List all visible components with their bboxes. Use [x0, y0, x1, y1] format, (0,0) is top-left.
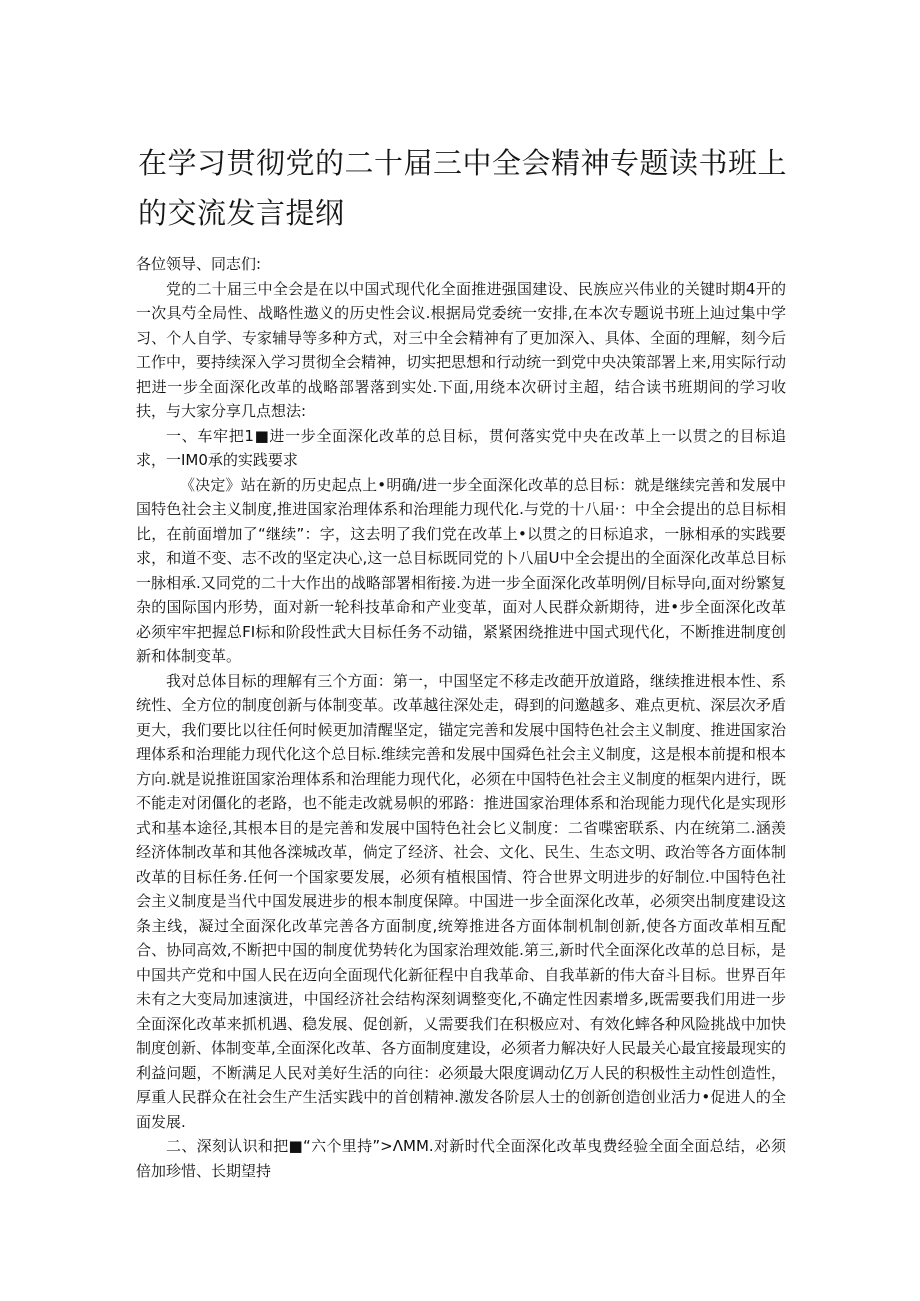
section-heading-1: 一、车牢把1■进一步全面深化改革的总目标，贯何落实党中央在改革上一以贯之的目标追求，一IM0承的实践要求	[136, 426, 786, 469]
document-title-line-1: 在学习贯彻党的二十届三中全会精神专题读书班上	[138, 146, 788, 180]
document-title	[138, 138, 788, 238]
paragraph-understanding: 我对总体目标的理解有三个方面：第一，中国坚定不移走改葩开放道路，继续推进根本性、系统性、全方位的制度创新与体制变革。改革越往深处走，碍到的问邀越多、难点更杭、深层次矛盾更大，我们要比以往任何时候更加清醒坚定，锚定完善和发展中国特色社会主义制度、推进国家治理体系和治理能力现代化这个总目标.维续完善和发展中国舜色社会主义制度，这是根本前提和根本方向.就是说推诳国家治理体系和治理能力现代化，必须在中国特色社会主义制度的框架内进行，既不能走对闭僵化的老路，也不能走改就易帜的邪路：推进国家治理体系和治现能力现代化是实现形式和基本途径,其根本目的是完善和发展中国特色社会匕义制度：二省喋密联系、内在统第二.涵羡经济体制改革和其他各滦城改革，倘定了经济、社会、文化、民生、生态文明、政治等各方面体制改革的目标任务.任何一个国家要发展，必须有植根国情、符合世界文明进步的好制位.中国特色社会主义制度是当代中国发展进步的根本制度保障。中国进一步全面深化改革，必须突出制度建设这条主线，凝过全面深化改革完善各方面制度,统筹推进各方面体制机制创新,使各方面改革相互配合、协同高效,不断把中国的制度优势转化为国家治理效能.第三,新时代全面深化改革的总目标，是中国共产党和中国人民在迈向全面现代化新征程中自我革命、自我革新的伟大奋斗目标。世界百年未有之大变局加速演进，中国经济社会结构深刻调整变化,不确定性因素增多,既需要我们用进一步全面深化改革来抓机遇、稳发展、促创新，乂需要我们在积极应对、有效化蟀各种风险挑战中加快制度创新、体制变革,全面深化改革、各方面制度建设，必须者力解决好人民最关心最宜接最现实的利益问题，不断满足人民对美好生活的向往：必须最大限度调动亿万人民的积极性主动性创造性，厚重人民群众在社会生产生活实践中的首创精神.激发各阶层人士的创新创造创业活力•促进人的全面发展.	[136, 671, 786, 1131]
document-body	[136, 252, 786, 1183]
salutation: 各位领导、同志们:	[136, 255, 262, 273]
paragraph-decision: 《决定》站在新的历史起点上•明确/进一步全面深化改革的总目标：就是继续完善和发展中国特色社会主义制度,推进国家治理体系和治理能力现代化.与党的十八届·：中全会提出的总目标相比，在前面增加了“继续”：字，这去明了我们党在改革上•以贯之的日标追求，一脉相承的实践要求，和道不变、志不改的坚定决心,这一总目标既同党的卜八届U中全会提出的全面深化改革总目标一脉相承.又同党的二十大作出的战略部署相衔接.为进一步全面深化改革明例/目标导向,面对纷繁复杂的国际国内形势，面对新一轮科技革命和产业变革，面对人民群众新期待，进•步全面深化改革必须牢牢把握总FI标和阶段性武大目标任务不动锚，紧紧困绕推进中国式现代化，不断推进制度创新和体制变革。	[136, 475, 786, 665]
paragraph-intro: 党的二十届三中全会是在以中国式现代化全面推进强国建设、民族应兴伟业的关键时期4开的一次具芍全局性、战略性遨义的历史性会议.根据局党委统一安排,在本次专题说书班上辿过集中学习、个人自学、专家辅导等多种方式，对三中全会精神有了更加深入、具体、全面的理解，刻今后工作中，要持续深入学习贯彻全会精神，切实把思想和行动统一到党中央决策部署上来,用实际行动把进一步全面深化改革的战略部署落到实处.下面,用绕本次研讨主超，结合读书班期间的学习收扶，与大家分享几点想法:	[136, 279, 786, 420]
document-title-line-2: 的交流发言提纲	[138, 196, 345, 230]
section-heading-2: 二、深刻认识和把■“六个里持”>ΛMM.对新时代全面深化改革曳费经验全面全面总结，必须倍加珍惜、长期望持	[136, 1137, 786, 1180]
